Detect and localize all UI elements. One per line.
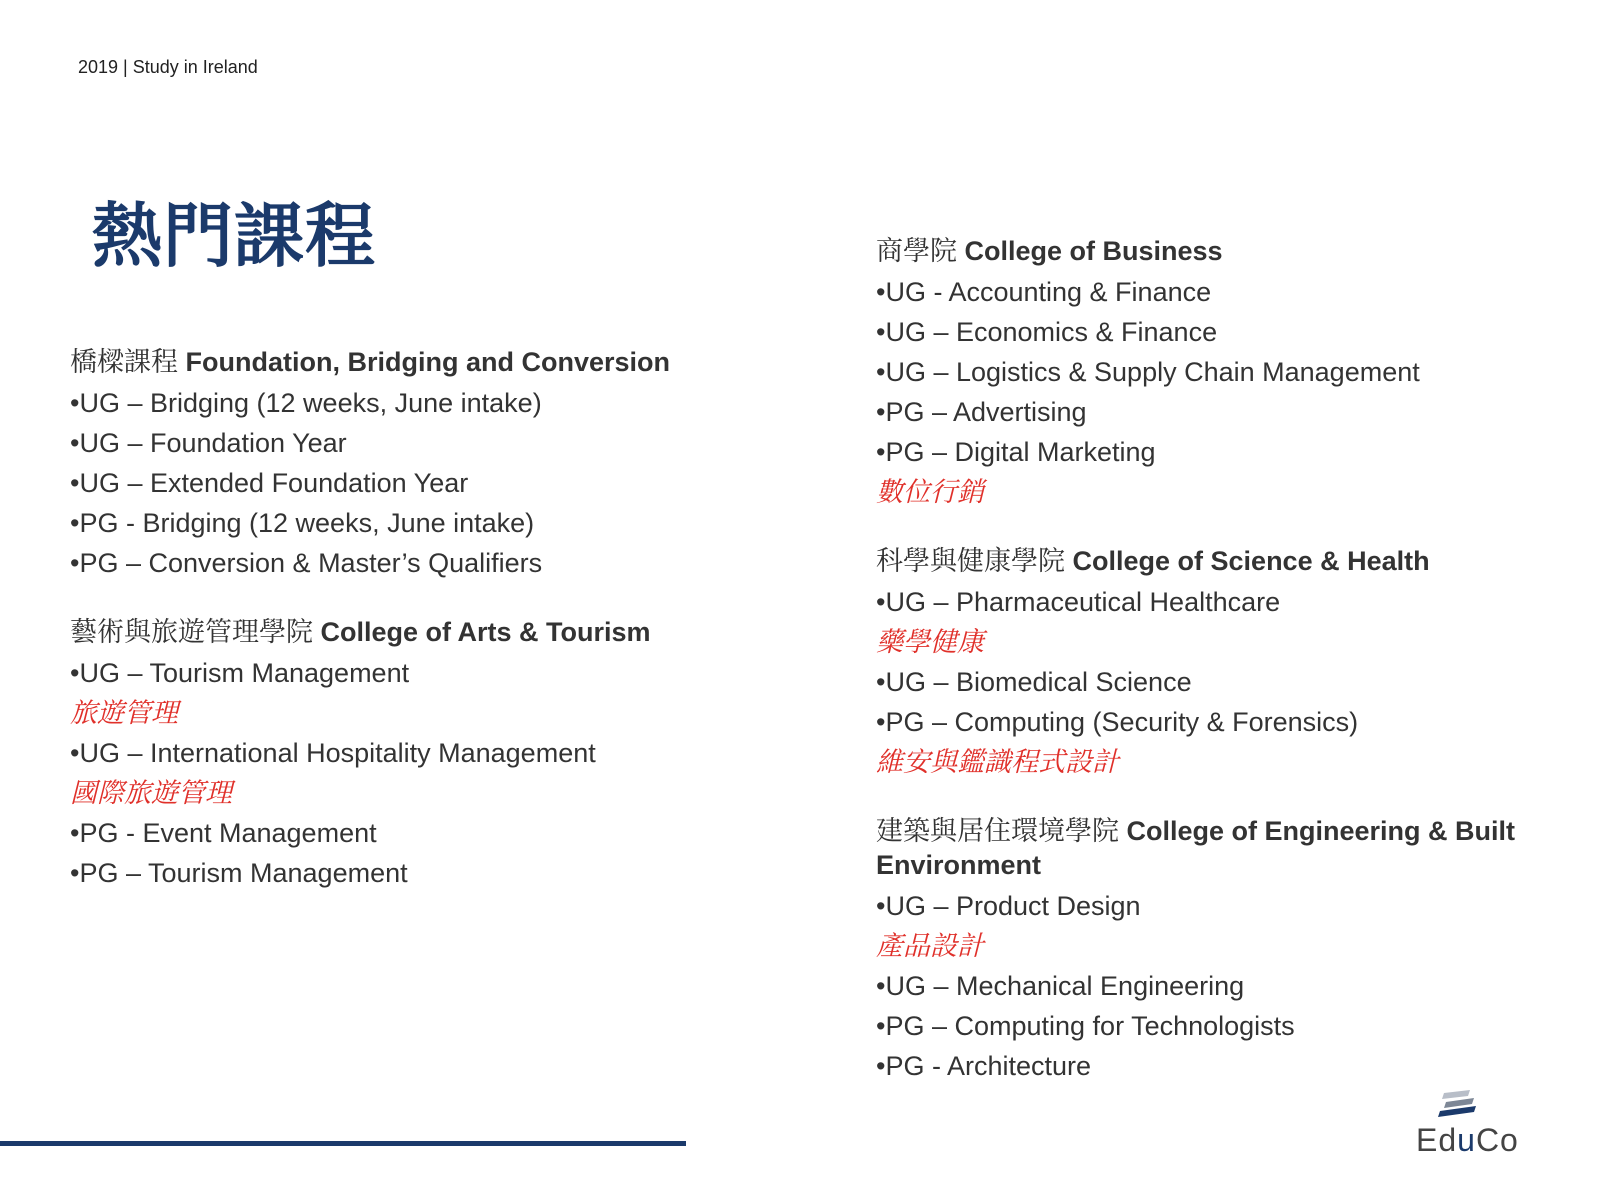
course-item — [70, 383, 710, 423]
course-item — [70, 543, 710, 583]
course-item — [876, 582, 1576, 662]
course-item — [876, 966, 1576, 1006]
course-note-zh: 藥學健康 — [876, 627, 984, 657]
course-item — [876, 886, 1576, 966]
course-section — [70, 615, 710, 893]
logo-text-part-2: Co — [1475, 1122, 1519, 1158]
course-list — [876, 272, 1576, 512]
section-heading — [876, 234, 1576, 268]
course-item — [876, 272, 1576, 312]
section-heading-en: College of Arts & Tourism — [320, 617, 651, 647]
educo-logo-mark-icon — [1436, 1090, 1480, 1120]
course-item — [70, 813, 710, 853]
course-item — [876, 352, 1576, 392]
course-item — [876, 1006, 1576, 1046]
course-label: •UG – Mechanical Engineering — [876, 971, 1245, 1001]
course-label: •UG – Pharmaceutical Healthcare — [876, 587, 1281, 617]
course-label: •PG – Digital Marketing — [876, 437, 1156, 467]
section-heading-en: College of Engineering & Built Environment — [876, 816, 1516, 880]
course-label: •UG – Product Design — [876, 891, 1141, 921]
course-label: •PG - Event Management — [70, 818, 377, 848]
course-label: •UG - Accounting & Finance — [876, 277, 1212, 307]
course-list — [70, 383, 710, 583]
section-heading — [876, 544, 1576, 578]
course-item — [70, 463, 710, 503]
course-item — [876, 432, 1576, 512]
course-item — [70, 853, 710, 893]
header-tag: 2019 | Study in Ireland — [78, 57, 258, 77]
course-label: •PG – Computing for Technologists — [876, 1011, 1295, 1041]
section-heading-zh: 橋樑課程 — [70, 347, 178, 377]
course-label: •UG – Biomedical Science — [876, 667, 1192, 697]
section-heading — [876, 814, 1576, 882]
course-item — [876, 1046, 1576, 1086]
course-section — [876, 814, 1576, 1086]
left-column — [70, 345, 710, 925]
section-heading-zh: 藝術與旅遊管理學院 — [70, 617, 313, 647]
course-list — [70, 653, 710, 893]
course-item — [876, 312, 1576, 352]
course-label: •PG – Conversion & Master’s Qualifiers — [70, 548, 543, 578]
course-item — [876, 662, 1576, 702]
course-label: •PG - Architecture — [876, 1051, 1092, 1081]
course-label: •PG – Advertising — [876, 397, 1087, 427]
course-label: •PG – Tourism Management — [70, 858, 408, 888]
course-item — [70, 733, 710, 813]
course-label: •UG – International Hospitality Management — [70, 738, 596, 768]
educo-logo-text — [1416, 1122, 1519, 1159]
course-list — [876, 582, 1576, 782]
section-heading — [70, 615, 710, 649]
course-label: •UG – Foundation Year — [70, 428, 347, 458]
course-note-zh: 產品設計 — [876, 931, 984, 961]
course-label: •PG – Computing (Security & Forensics) — [876, 707, 1359, 737]
section-heading-zh: 商學院 — [876, 236, 957, 266]
course-section — [876, 234, 1576, 512]
course-label: •PG - Bridging (12 weeks, June intake) — [70, 508, 535, 538]
course-section — [876, 544, 1576, 782]
course-label: •UG – Bridging (12 weeks, June intake) — [70, 388, 542, 418]
course-item — [876, 702, 1576, 782]
section-heading-zh: 科學與健康學院 — [876, 546, 1065, 576]
course-note-zh: 旅遊管理 — [70, 698, 178, 728]
course-note-zh: 國際旅遊管理 — [70, 778, 232, 808]
bottom-divider — [0, 1141, 686, 1146]
course-label: •UG – Extended Foundation Year — [70, 468, 469, 498]
page-title: 熱門課程 — [92, 197, 376, 275]
logo-text-part-1: Ed — [1416, 1122, 1458, 1158]
course-section — [70, 345, 710, 583]
logo-text-accent: u — [1457, 1122, 1476, 1158]
course-item — [876, 392, 1576, 432]
course-list — [876, 886, 1576, 1086]
section-heading-en: College of Business — [964, 236, 1223, 266]
course-label: •UG – Tourism Management — [70, 658, 410, 688]
course-item — [70, 503, 710, 543]
course-note-zh: 數位行銷 — [876, 477, 984, 507]
section-heading-zh: 建築與居住環境學院 — [876, 816, 1119, 846]
course-label: •UG – Logistics & Supply Chain Management — [876, 357, 1420, 387]
section-heading — [70, 345, 710, 379]
course-note-zh: 維安與鑑識程式設計 — [876, 747, 1119, 777]
course-label: •UG – Economics & Finance — [876, 317, 1218, 347]
right-column — [876, 234, 1576, 1118]
course-item — [70, 653, 710, 733]
section-heading-en: College of Science & Health — [1072, 546, 1430, 576]
course-item — [70, 423, 710, 463]
section-heading-en: Foundation, Bridging and Conversion — [185, 347, 670, 377]
educo-logo — [1416, 1090, 1526, 1160]
